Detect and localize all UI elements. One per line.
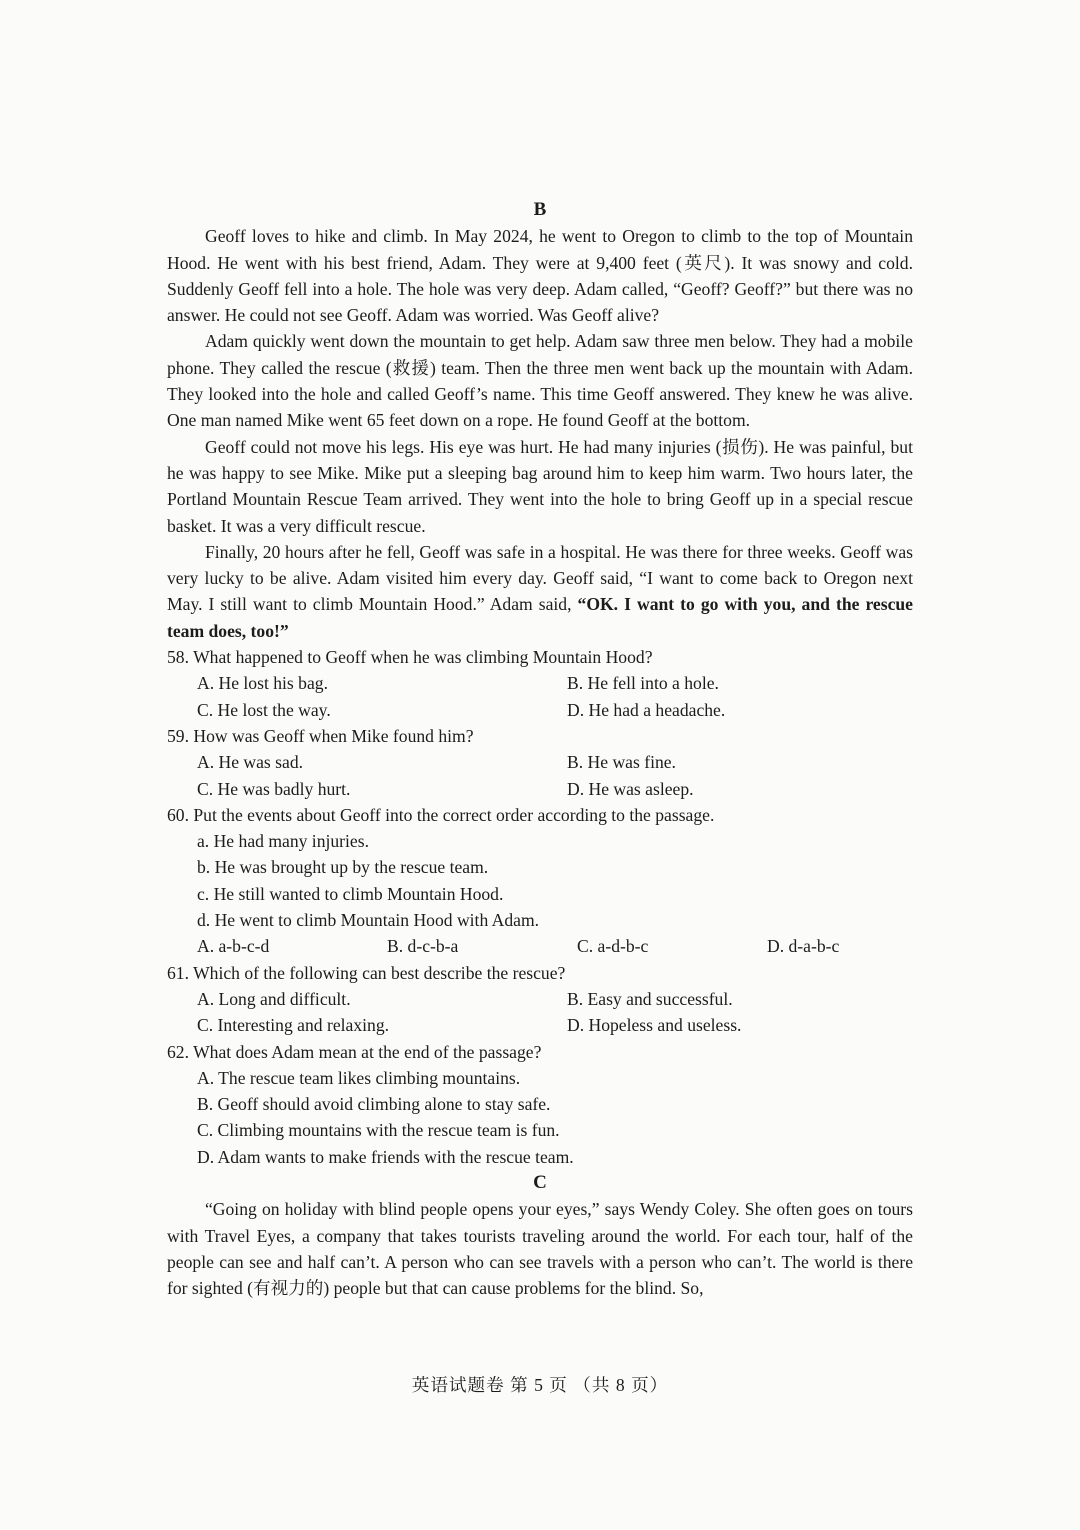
question-60-event-b: b. He was brought up by the rescue team. <box>197 857 489 878</box>
question-59-stem: 59. How was Geoff when Mike found him? <box>167 725 474 746</box>
page-footer: 英语试题卷 第 5 页 （共 8 页） <box>411 1375 669 1395</box>
question-61-stem: 61. Which of the following can best describe the rescue? <box>167 962 566 983</box>
question-60-option-d: D. d-a-b-c <box>767 936 840 957</box>
question-62-option-b: B. Geoff should avoid climbing alone to stay safe. <box>197 1094 551 1115</box>
question-58-options-row-2 <box>167 697 913 723</box>
paragraph-4-text: Finally, 20 hours after he fell, Geoff was safe in a hospital. He was there for three weeks. Geoff was very lucky to be alive. Adam visited him every day. Geoff said, “I want to come back to Oregon next May. I still want to climb Mountain Hood.” Adam said, <box>167 541 913 615</box>
question-60-option-a: A. a-b-c-d <box>197 936 270 957</box>
question-58-stem: 58. What happened to Geoff when he was climbing Mountain Hood? <box>167 647 653 668</box>
passage-b-paragraph-3: Geoff could not move his legs. His eye was hurt. He had many injuries (损伤). He was painful, but he was happy to see Mike. Mike put a sleeping bag around him to keep him warm. Two hours later, the Portland Mountain Rescue Team arrived. They went into the hole to bring Geoff up in a special rescue basket. It was a very difficult rescue. <box>167 436 913 536</box>
question-60-event-d: d. He went to climb Mountain Hood with Adam. <box>197 910 540 931</box>
question-58-option-d: D. He had a headache. <box>567 699 726 720</box>
question-60-event-a: a. He had many injuries. <box>197 831 369 852</box>
question-59-option-b: B. He was fine. <box>567 752 676 773</box>
question-60-stem: 60. Put the events about Geoff into the correct order according to the passage. <box>167 804 715 825</box>
section-c-heading: C <box>533 1171 547 1193</box>
passage-c-paragraph-1: “Going on holiday with blind people opens your eyes,” says Wendy Coley. She often goes on tours with Travel Eyes, a company that takes tourists traveling around the world. For each tour, half of the people can see and half can’t. A person who can see travels with a person who can’t. The world is there for sighted (有视力的) people but that can cause problems for the blind. So, <box>167 1199 913 1299</box>
passage-b-paragraph-4 <box>167 539 913 644</box>
question-60-option-b: B. d-c-b-a <box>387 936 459 957</box>
question-61-option-c: C. Interesting and relaxing. <box>197 1015 390 1036</box>
question-59-options-row-1 <box>167 749 913 775</box>
question-61-option-d: D. Hopeless and useless. <box>567 1015 742 1036</box>
question-58-option-b: B. He fell into a hole. <box>567 673 719 694</box>
passage-b-paragraph-1: Geoff loves to hike and climb. In May 2024, he went to Oregon to climb to the top of Mountain Hood. He went with his best friend, Adam. They were at 9,400 feet (英尺). It was snowy and cold. Suddenly Geoff fell into a hole. The hole was very deep. Adam called, “Geoff? Geoff?” but there was no answer. He could not see Geoff. Adam was worried. Was Geoff alive? <box>167 226 913 326</box>
question-59-option-d: D. He was asleep. <box>567 778 694 799</box>
question-58-option-c: C. He lost the way. <box>197 699 331 720</box>
question-62-option-a: A. The rescue team likes climbing mountains. <box>197 1067 521 1088</box>
question-62-stem: 62. What does Adam mean at the end of the passage? <box>167 1041 542 1062</box>
question-60-event-c: c. He still wanted to climb Mountain Hood. <box>197 883 504 904</box>
question-59-options-row-2 <box>167 776 913 802</box>
question-61-options-row-1 <box>167 986 913 1012</box>
question-59-option-c: C. He was badly hurt. <box>197 778 351 799</box>
question-58-option-a: A. He lost his bag. <box>197 673 328 694</box>
question-61-option-b: B. Easy and successful. <box>567 988 733 1009</box>
question-59-option-a: A. He was sad. <box>197 752 304 773</box>
paragraph-4-bold-quote: “OK. I want to go with you, and the rescue team does, too!” <box>167 594 913 641</box>
page-content <box>167 197 913 1301</box>
question-60-option-c: C. a-d-b-c <box>577 936 649 957</box>
question-60-options-row <box>167 933 913 959</box>
question-61-options-row-2 <box>167 1012 913 1038</box>
section-b-heading: B <box>533 199 547 220</box>
question-58-options-row-1 <box>167 670 913 696</box>
question-62-option-d: D. Adam wants to make friends with the rescue team. <box>197 1146 574 1167</box>
passage-b-paragraph-2: Adam quickly went down the mountain to get help. Adam saw three men below. They had a mobile phone. They called the rescue (救援) team. Then the three men went back up the mountain with Adam. They looked into the hole and called Geoff’s name. This time Geoff answered. They knew he was alive. One man named Mike went 65 feet down on a rope. He found Geoff at the bottom. <box>167 331 913 431</box>
question-62-option-c: C. Climbing mountains with the rescue team is fun. <box>197 1120 560 1141</box>
question-61-option-a: A. Long and difficult. <box>197 988 351 1009</box>
